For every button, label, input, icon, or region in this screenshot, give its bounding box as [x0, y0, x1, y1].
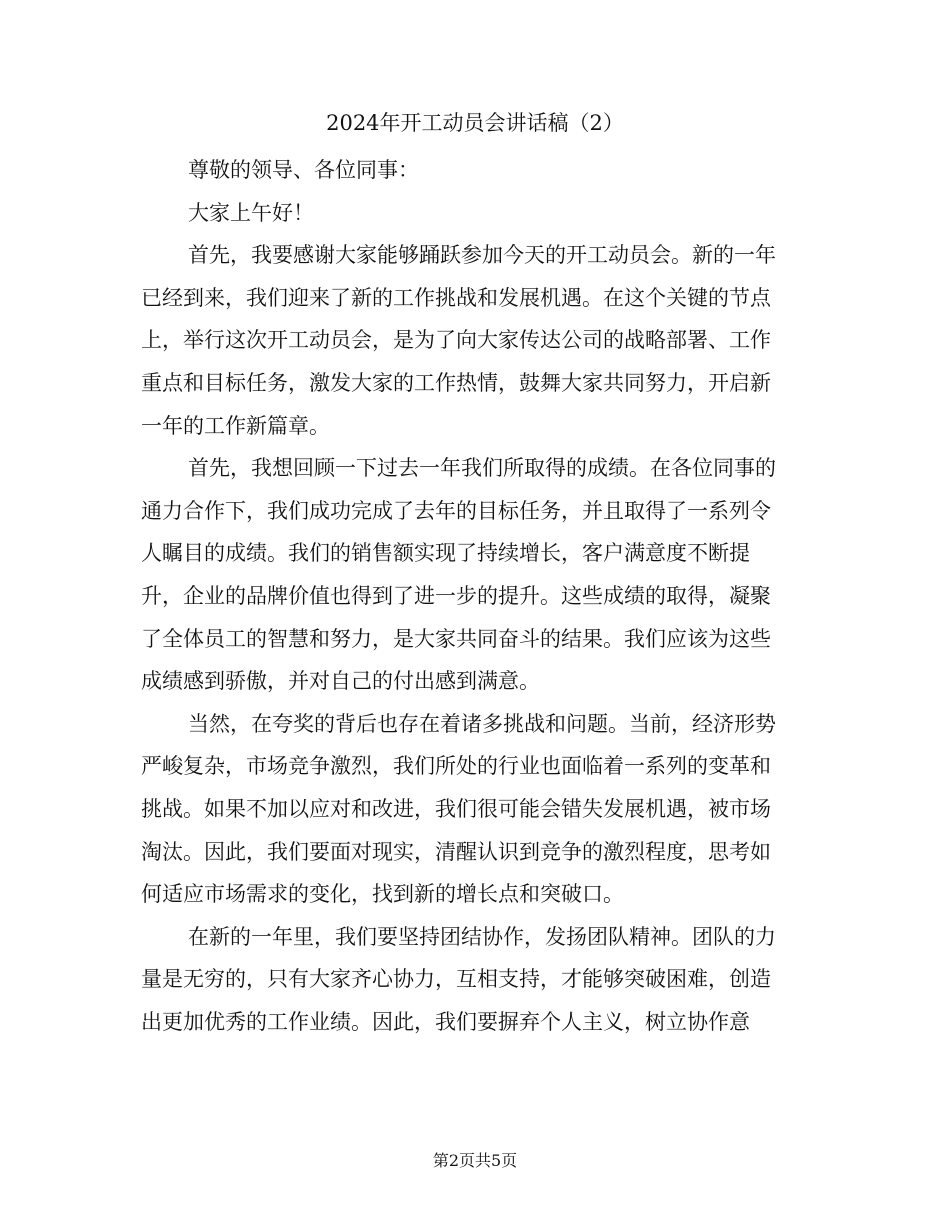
text-line: 淘汰。因此，我们要面对现实，清醒认识到竞争的激烈程度，思考如 [141, 839, 771, 864]
text-line: 成绩感到骄傲，并对自己的付出感到满意。 [141, 669, 540, 694]
text-line: 出更加优秀的工作业绩。因此，我们要摒弃个人主义，树立协作意 [141, 1009, 750, 1034]
text-line: 已经到来，我们迎来了新的工作挑战和发展机遇。在这个关键的节点 [141, 285, 771, 310]
text-line: 了全体员工的智慧和努力，是大家共同奋斗的结果。我们应该为这些 [141, 626, 771, 651]
text-line: 严峻复杂，市场竞争激烈，我们所处的行业也面临着一系列的变革和 [141, 754, 771, 779]
text-line: 何适应市场需求的变化，找到新的增长点和突破口。 [141, 882, 624, 907]
text-line: 尊敬的领导、各位同事： [188, 158, 419, 182]
text-line: 量是无穷的，只有大家齐心协力，互相支持，才能够突破困难，创造 [141, 967, 771, 992]
document-title: 2024年开工动员会讲话稿（2） [326, 111, 624, 135]
text-line: 升，企业的品牌价值也得到了进一步的提升。这些成绩的取得，凝聚 [141, 583, 771, 608]
text-line: 重点和目标任务，激发大家的工作热情，鼓舞大家共同努力，开启新 [141, 370, 771, 395]
text-line: 大家上午好！ [188, 200, 314, 225]
text-line: 当然，在夸奖的背后也存在着诸多挑战和问题。当前，经济形势 [188, 711, 776, 736]
text-line: 通力合作下，我们成功完成了去年的目标任务，并且取得了一系列令 [141, 498, 771, 523]
document-body [141, 149, 809, 1043]
text-line: 一年的工作新篇章。 [141, 413, 330, 438]
text-line: 首先，我想回顾一下过去一年我们所取得的成绩。在各位同事的 [188, 456, 776, 481]
page-number-footer: 第2页共5页 [432, 1151, 518, 1170]
text-line: 在新的一年里，我们要坚持团结协作，发扬团队精神。团队的力 [188, 924, 776, 949]
text-line: 首先，我要感谢大家能够踊跃参加今天的开工动员会。新的一年 [188, 243, 776, 268]
text-line: 上，举行这次开工动员会，是为了向大家传达公司的战略部署、工作 [141, 328, 771, 353]
text-line: 挑战。如果不加以应对和改进，我们很可能会错失发展机遇，被市场 [141, 796, 771, 821]
text-line: 人瞩目的成绩。我们的销售额实现了持续增长，客户满意度不断提 [141, 541, 750, 566]
